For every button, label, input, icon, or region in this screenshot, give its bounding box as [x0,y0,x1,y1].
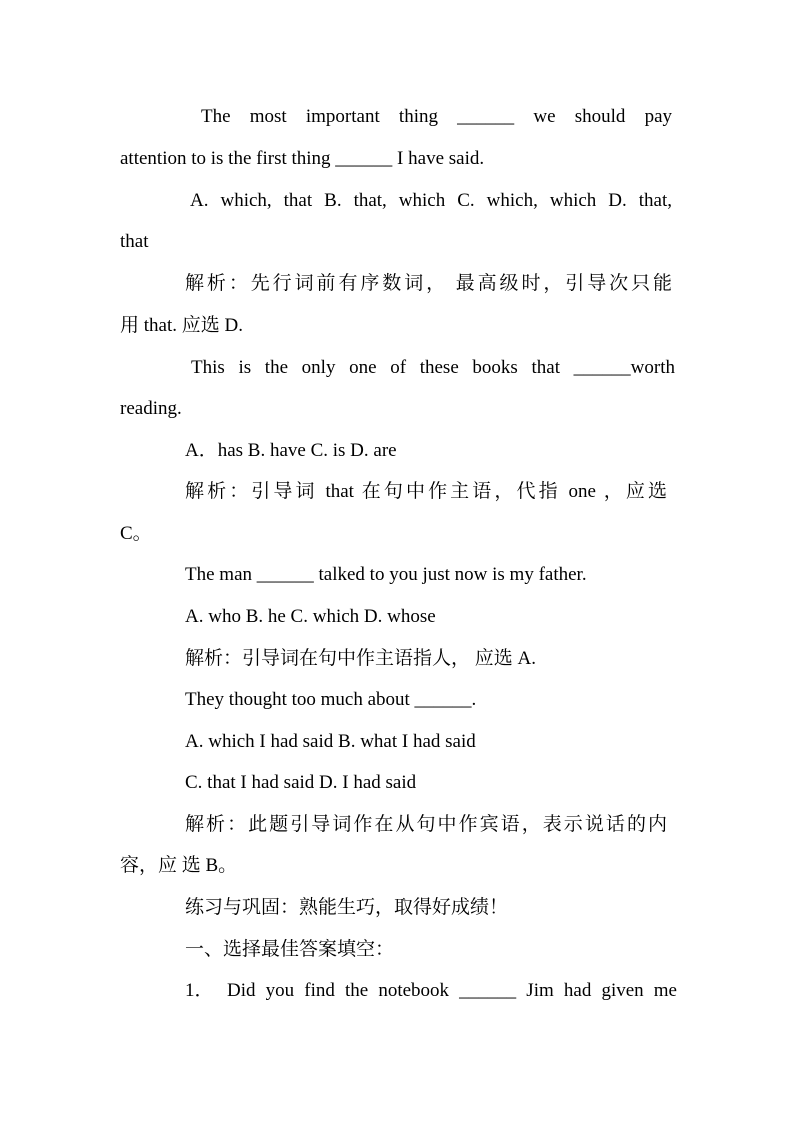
practice-heading: 练习与巩固：熟能生巧，取得好成绩！ [185,897,509,918]
section-heading: 一、选择最佳答案填空： [185,939,395,960]
q2-explanation-line-1: 解析：引导词 that 在句中作主语，代指 one ，应选 [185,481,667,502]
q1-options-line-2: that [120,231,149,252]
q4-line: They thought too much about ______. [185,689,477,710]
q4-options-line-1: A. which I had said B. what I had said [185,731,476,752]
q1-explanation-line-1: 解析：先行词前有序数词， 最高级时，引导次只能 [185,273,672,294]
q2-options: A．has B. have C. is D. are [185,440,397,461]
q1-line-1: The most important thing ______ we should pay [201,106,672,127]
q4-explanation-line-2: 容，应 选 B。 [120,855,238,876]
q1-line-2: attention to is the first thing ______ I have said. [120,148,485,169]
q2-line-1: This is the only one of these books that ______worth [191,357,675,378]
q2-line-2: reading. [120,398,182,419]
exercise-1-text: Did you find the notebook ______ Jim had given me [227,980,677,1001]
q1-options-line-1: A. which, that B. that, which C. which, which D. that, [190,190,672,211]
q3-line: The man ______ talked to you just now is my father. [185,564,587,585]
exercise-1-number: 1． [185,980,214,1001]
q1-explanation-line-2: 用 that. 应选 D. [120,315,243,336]
q2-explanation-line-2: C。 [120,523,152,544]
q3-explanation: 解析：引导词在句中作主语指人， 应选 A. [185,648,536,669]
q4-explanation-line-1: 解析：此题引导词作在从句中作宾语，表示说话的内 [185,814,667,835]
q4-options-line-2: C. that I had said D. I had said [185,772,417,793]
q3-options: A. who B. he C. which D. whose [185,606,436,627]
